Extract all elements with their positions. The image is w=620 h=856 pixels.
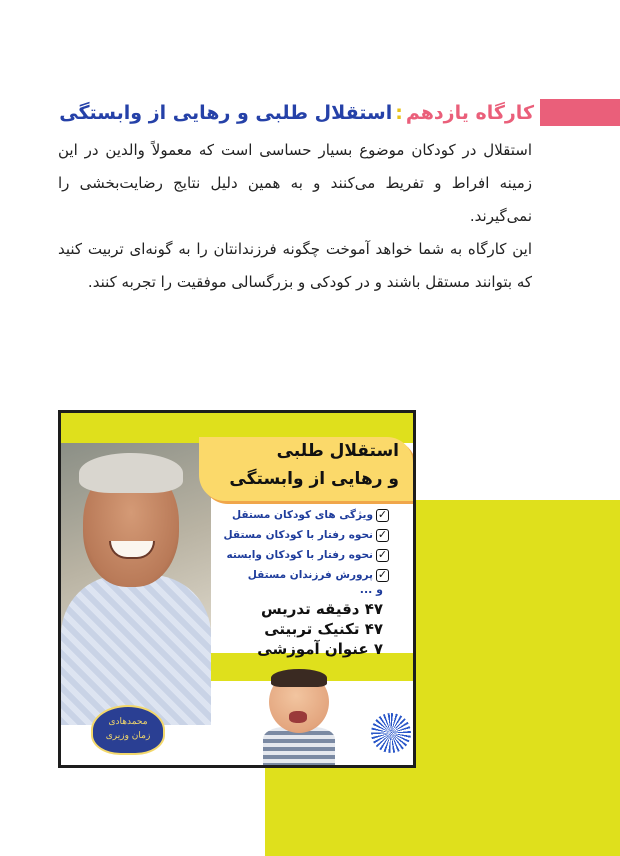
stat-topics: ۷ عنوان آموزشی (257, 640, 383, 658)
checklist-etc: و ... (359, 583, 383, 596)
heading-accent-bar (540, 99, 620, 126)
baby-hair (271, 669, 327, 687)
checklist-item (209, 505, 389, 525)
baby-mouth (289, 711, 307, 723)
checklist-item-label: نحوه رفتار با کودکان مستقل (223, 529, 373, 541)
checklist-item (209, 545, 389, 565)
logo-text-1: محمدهادی (108, 717, 148, 727)
checklist-item-label: پرورش فرزندان مستقل (247, 569, 373, 581)
crying-baby-photo (257, 669, 339, 765)
stat-teaching-minutes: ۴۷ دقیقه تدریس (260, 600, 383, 618)
checklist-item-label: نحوه رفتار با کودکان وابسته (226, 549, 373, 561)
workshop-poster (58, 410, 416, 768)
checkbox-icon: ✓ (377, 547, 388, 561)
poster-title-line-1: استقلال طلبی (276, 441, 399, 461)
heading-colon: : (395, 102, 403, 124)
checklist-item-label: ویژگی های کودکان مستقل (231, 509, 373, 521)
checkbox-icon: ✓ (377, 507, 388, 521)
logo-text-2: زمان وزیری (105, 731, 151, 741)
paragraph-2: این کارگاه به شما خواهد آموخت چگونه فرزندانتان را به گونه‌ای تربیت کنید که بتوانند مستقل باشند و در کودکی و بزرگسالی موفقیت را تجربه کنند. (58, 240, 532, 291)
baby-body (263, 727, 335, 767)
photo-hair (79, 453, 183, 493)
photo-shirt (61, 575, 211, 725)
checkbox-icon: ✓ (377, 567, 388, 581)
checkbox-icon: ✓ (377, 527, 388, 541)
stat-techniques: ۴۷ تکنیک تربیتی (264, 620, 383, 638)
workshop-number: کارگاه یازدهم (405, 102, 534, 124)
poster-title-line-2: و رهایی از وابستگی (229, 469, 399, 489)
poster-checklist (209, 505, 389, 585)
workshop-heading (59, 93, 534, 133)
signature-logo (91, 705, 165, 755)
burst-decoration-icon (371, 713, 411, 753)
poster-stats (257, 599, 383, 659)
checklist-item (209, 525, 389, 545)
workshop-title: استقلال طلبی و رهایی از وابستگی (59, 102, 393, 124)
checklist-item (209, 565, 389, 585)
poster-title-box (199, 437, 413, 501)
instructor-photo (61, 443, 211, 725)
paragraph-1: استقلال در کودکان موضوع بسیار حساسی است که معمولاً والدین در این زمینه افراط و تفریط می‌کنند و به همین دلیل نتایج رضایت‌بخشی را نمی‌گیرند. (58, 141, 532, 225)
